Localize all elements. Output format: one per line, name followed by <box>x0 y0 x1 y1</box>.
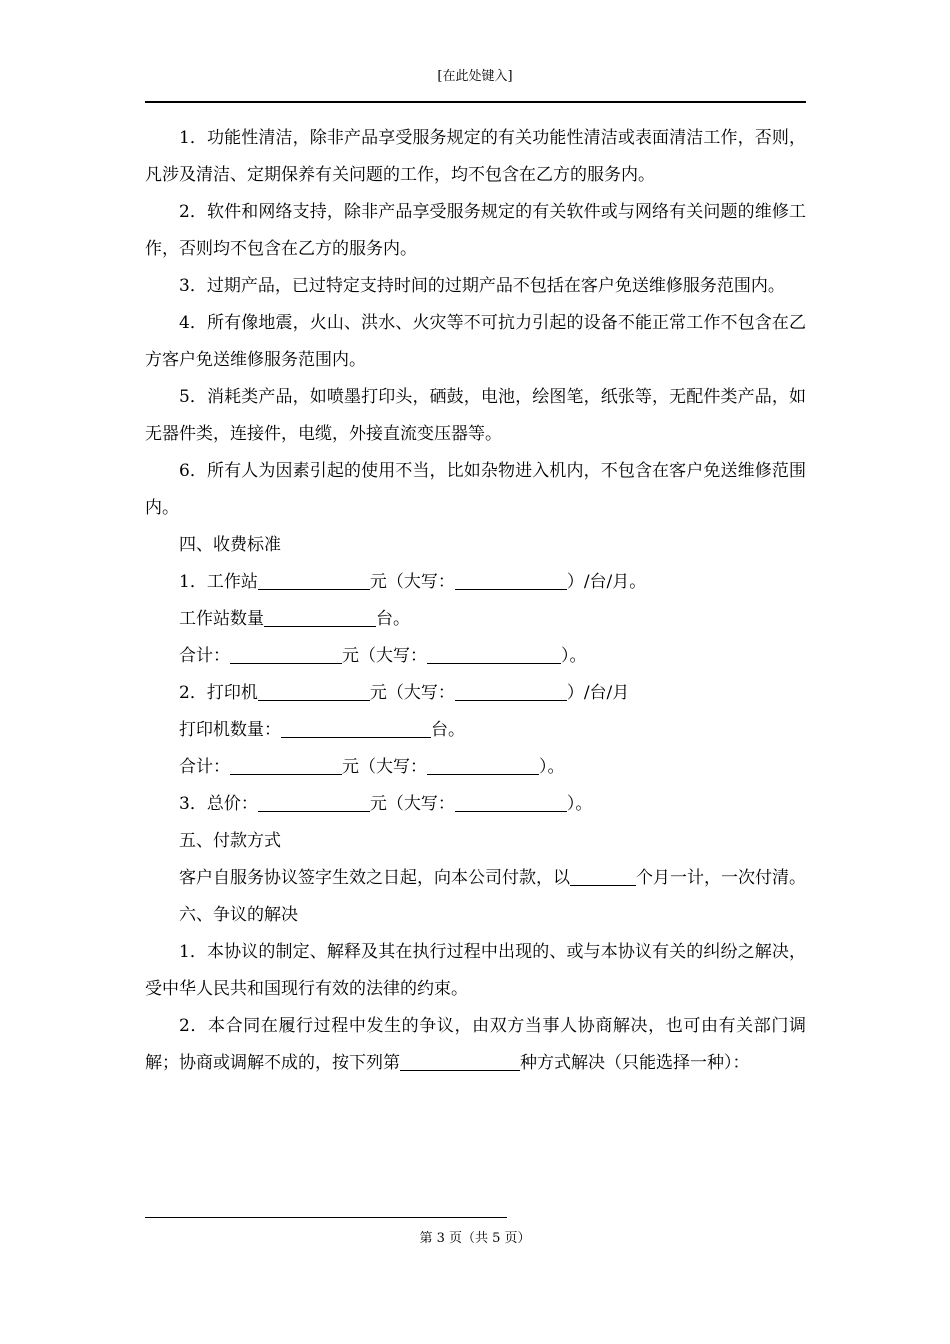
paragraph-consumables: 5．消耗类产品，如喷墨打印头，硒鼓，电池，绘图笔，纸张等，无配件类产品，如无器件类，连接件，电缆，外接直流变压器等。 <box>145 387 806 444</box>
printer-total-mid: 元（大写： <box>342 757 427 777</box>
grand-total-mid: 元（大写： <box>369 794 455 814</box>
header-rule <box>145 101 806 103</box>
fee-printer-mid: 元（大写： <box>369 683 455 703</box>
blank-workstation-price-words[interactable] <box>455 571 567 590</box>
fee-printer-line <box>145 675 806 712</box>
paragraph-misuse: 6．所有人为因素引起的使用不当，比如杂物进入机内，不包含在客户免送维修范围内。 <box>145 461 806 518</box>
page-number: 第 3 页（共 5 页） <box>419 1231 531 1246</box>
printer-total-line <box>145 749 806 786</box>
blank-printer-total[interactable] <box>230 756 342 775</box>
blank-dispute-method[interactable] <box>400 1052 520 1071</box>
workstation-total-line <box>145 638 806 675</box>
payment-text-end: 个月一计，一次付清。 <box>636 868 806 888</box>
printer-total-label: 合计： <box>179 757 230 777</box>
printer-qty-line <box>145 712 806 749</box>
paragraph-expired: 3．过期产品，已过特定支持时间的过期产品不包括在客户免送维修服务范围内。 <box>179 276 785 296</box>
blank-workstation-price[interactable] <box>258 571 370 590</box>
blank-payment-months[interactable] <box>570 867 636 886</box>
section-heading-disputes: 六、争议的解决 <box>179 905 298 925</box>
grand-total-label: 3．总价： <box>179 794 258 814</box>
paragraph-dispute-law: 1．本协议的制定、解释及其在执行过程中出现的、或与本协议有关的纠纷之解决，受中华人民共和国现行有效的法律的约束。 <box>145 942 806 999</box>
blank-workstation-total-words[interactable] <box>427 645 561 664</box>
paragraph-payment <box>145 860 806 897</box>
fee-workstation-label: 1．工作站 <box>179 572 258 592</box>
workstation-qty-unit: 台。 <box>376 609 410 629</box>
blank-workstation-total[interactable] <box>230 645 342 664</box>
grand-total-end: ）。 <box>566 794 593 814</box>
fee-printer-unit: ）/台/月 <box>566 683 630 703</box>
workstation-qty-label: 工作站数量 <box>179 609 264 629</box>
dispute-method-end: 种方式解决（只能选择一种）： <box>520 1053 750 1073</box>
paragraph-force-majeure: 4．所有像地震，火山、洪水、火灾等不可抗力引起的设备不能正常工作不包含在乙方客户免送维修服务范围内。 <box>145 313 806 370</box>
workstation-qty-line <box>145 601 806 638</box>
blank-printer-price-words[interactable] <box>455 682 567 701</box>
printer-qty-label: 打印机数量： <box>179 720 281 740</box>
footer-rule <box>145 1217 507 1218</box>
blank-printer-price[interactable] <box>258 682 370 701</box>
paragraph-software: 2．软件和网络支持，除非产品享受服务规定的有关软件或与网络有关问题的维修工作，否则均不包含在乙方的服务内。 <box>145 202 806 259</box>
document-body <box>145 120 806 1082</box>
section-heading-fees: 四、收费标准 <box>179 535 281 555</box>
grand-total-line <box>145 786 806 823</box>
paragraph-cleaning: 1．功能性清洁，除非产品享受服务规定的有关功能性清洁或表面清洁工作，否则，凡涉及清洁、定期保养有关问题的工作，均不包含在乙方的服务内。 <box>145 128 806 185</box>
fee-workstation-line <box>145 564 806 601</box>
blank-grand-total-words[interactable] <box>455 793 567 812</box>
dispute-method-start: 2．本合同在履行过程中发生的争议，由双方当事人协商解决，也可由有关部门调解；协商或调解不成的，按下列第 <box>145 1016 806 1073</box>
blank-printer-qty[interactable] <box>281 719 431 738</box>
blank-printer-total-words[interactable] <box>427 756 539 775</box>
fee-printer-label: 2．打印机 <box>179 683 258 703</box>
workstation-total-label: 合计： <box>179 646 230 666</box>
workstation-total-end: ）。 <box>561 646 587 666</box>
paragraph-dispute-method <box>145 1008 806 1082</box>
fee-workstation-unit: ）/台/月。 <box>566 572 647 592</box>
printer-total-end: ）。 <box>539 757 565 777</box>
page-header: [在此处键入] <box>437 69 513 84</box>
payment-text-start: 客户自服务协议签字生效之日起，向本公司付款，以 <box>179 868 570 888</box>
printer-qty-unit: 台。 <box>431 720 465 740</box>
workstation-total-mid: 元（大写： <box>342 646 427 666</box>
blank-workstation-qty[interactable] <box>264 608 376 627</box>
blank-grand-total[interactable] <box>258 793 370 812</box>
section-heading-payment: 五、付款方式 <box>179 831 281 851</box>
fee-workstation-mid: 元（大写： <box>369 572 455 592</box>
